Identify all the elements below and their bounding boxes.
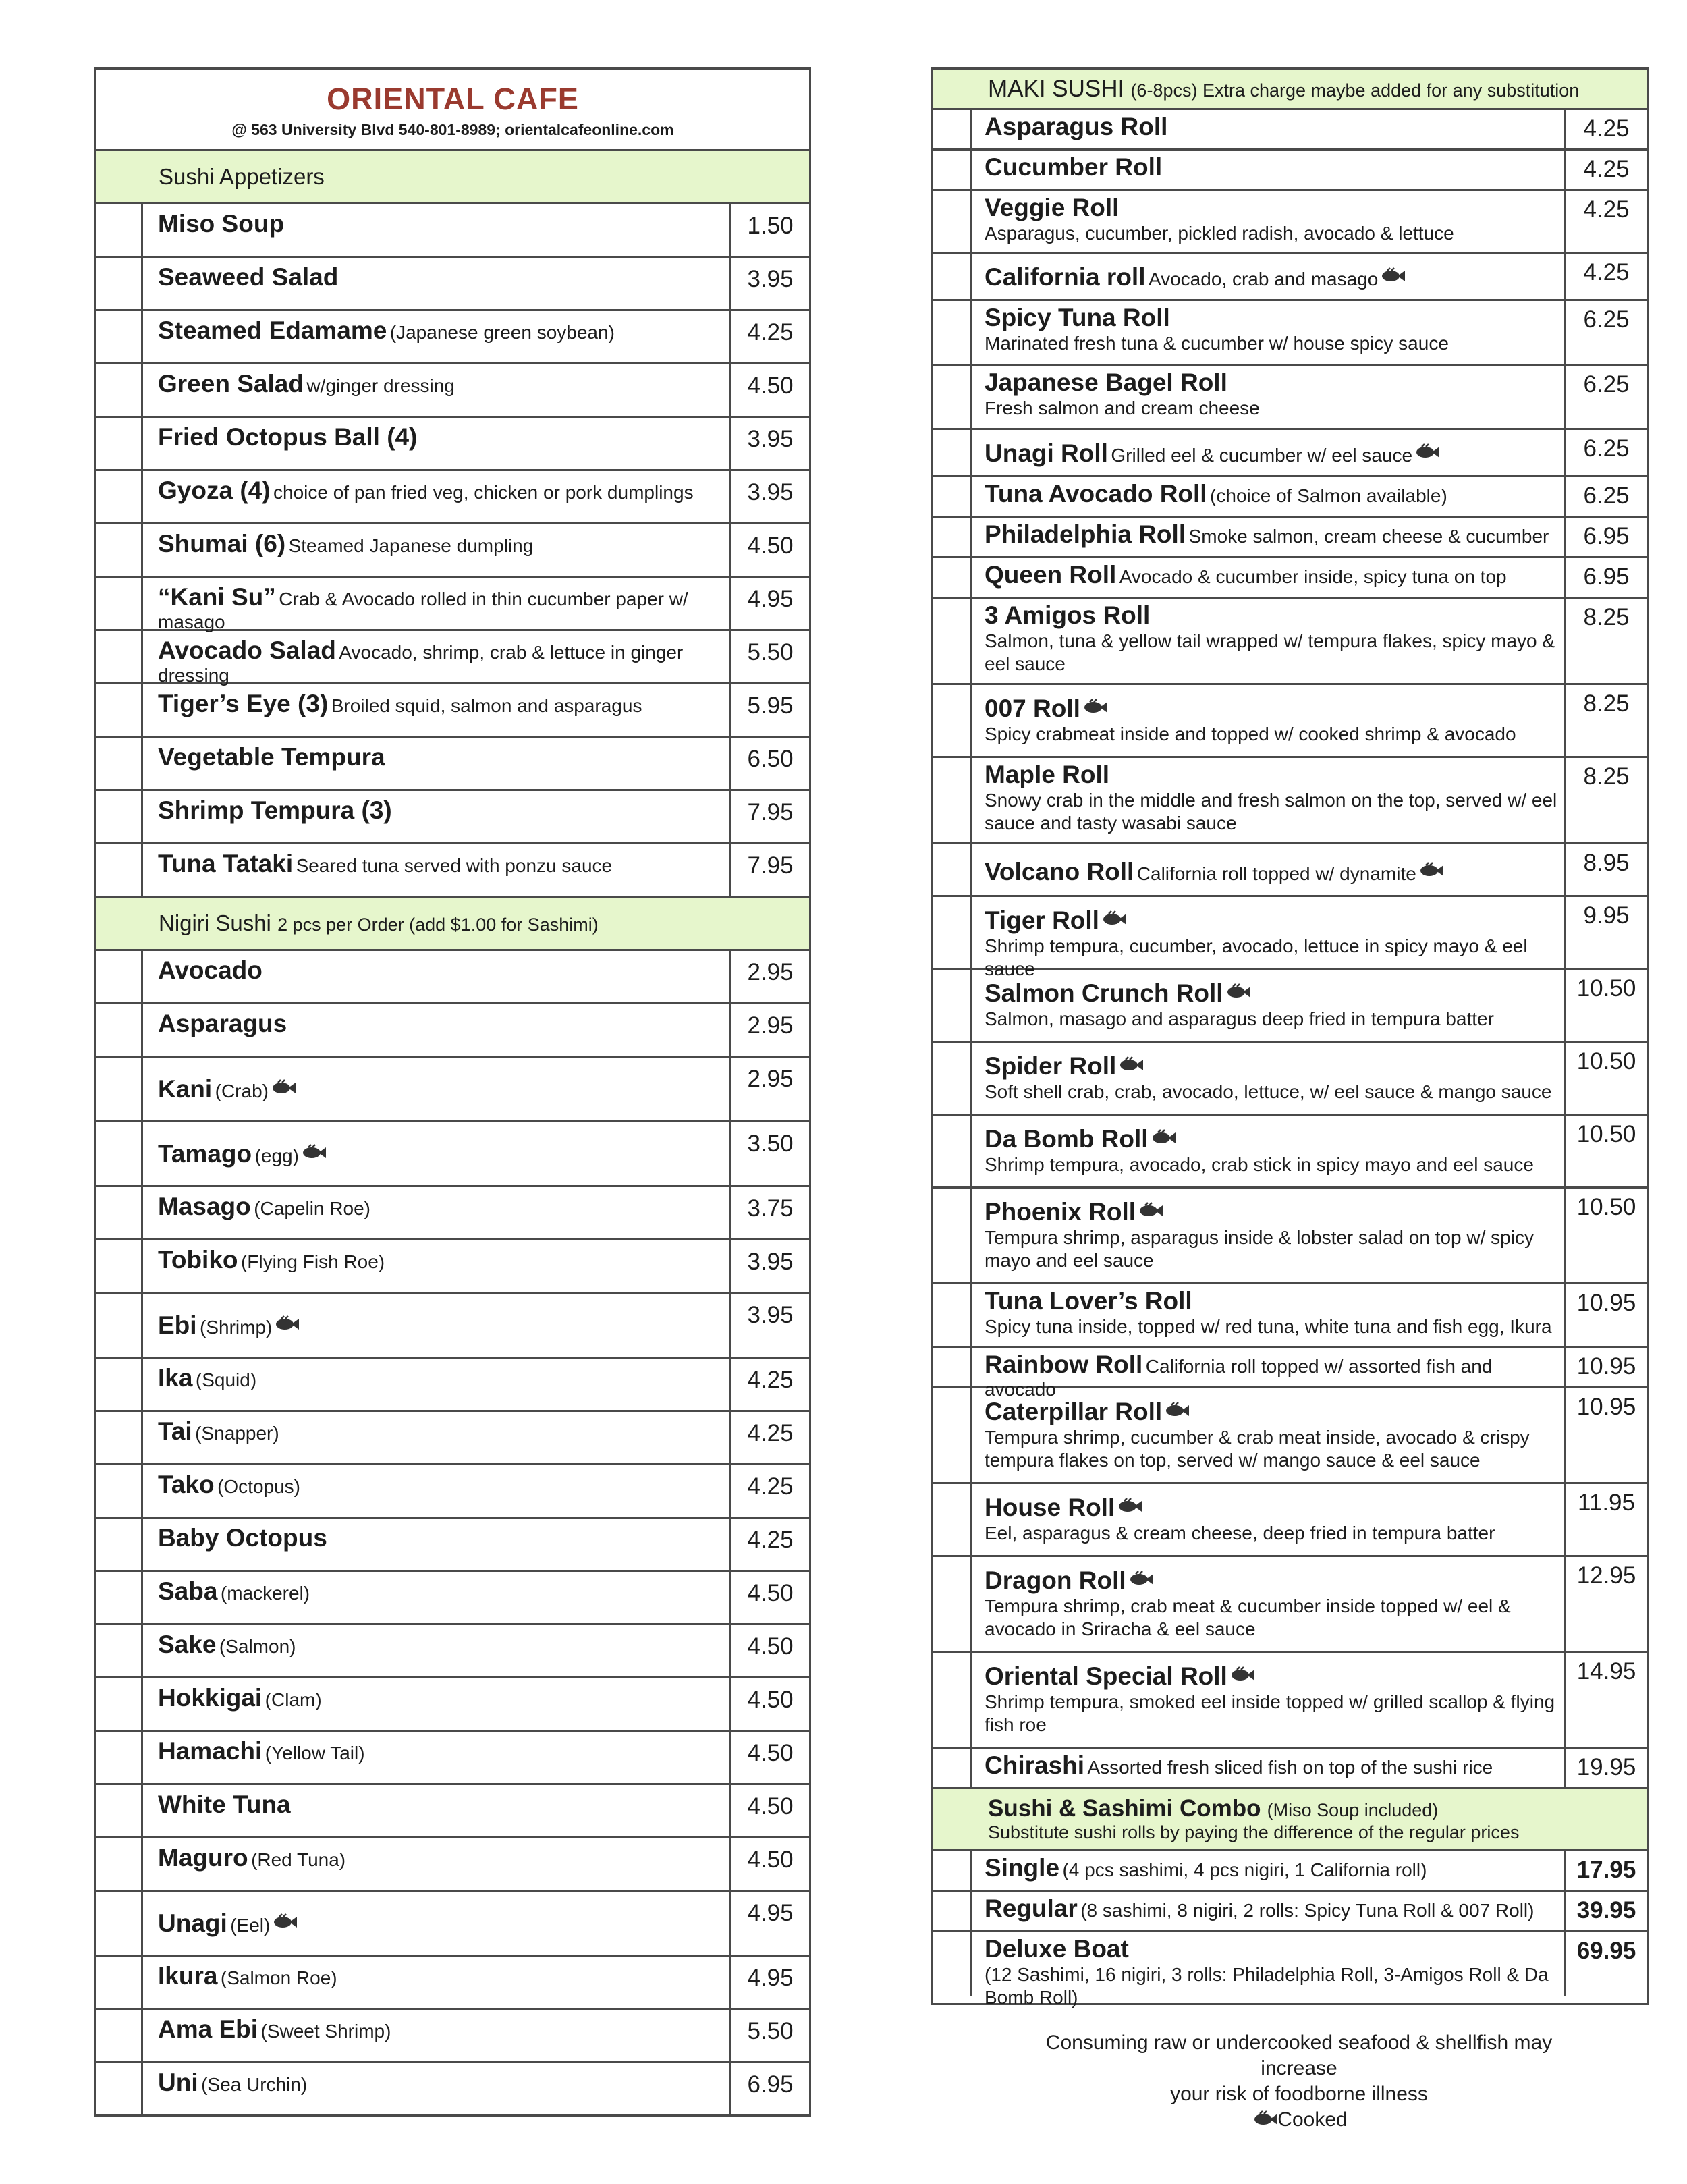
item-desc: Snowy crab in the middle and fresh salmon on the top, served w/ eel sauce and tasty wasabi sauce bbox=[985, 790, 1557, 834]
item-name: Masago bbox=[158, 1193, 251, 1220]
item-price: 6.25 bbox=[1564, 430, 1647, 475]
item-price: 3.75 bbox=[729, 1187, 809, 1238]
menu-item bbox=[96, 1122, 809, 1187]
item-name: Maple Roll bbox=[985, 761, 1110, 788]
item-name: Miso Soup bbox=[158, 210, 285, 238]
item-price: 2.95 bbox=[729, 1004, 809, 1056]
menu-item bbox=[933, 430, 1647, 477]
item-name: Hamachi bbox=[158, 1737, 262, 1765]
item-price: 11.95 bbox=[1564, 1484, 1647, 1555]
item-name: Veggie Roll bbox=[985, 194, 1119, 221]
menu-item bbox=[933, 1388, 1647, 1484]
item-name: Shrimp Tempura (3) bbox=[158, 796, 392, 824]
item-desc: Tempura shrimp, cucumber & crab meat inside, avocado & crispy tempura flakes on top, served w/ mango sauce & eel sauce bbox=[985, 1427, 1530, 1471]
item-desc: (Squid) bbox=[195, 1369, 257, 1390]
menu-item bbox=[933, 110, 1647, 151]
cooked-fish-icon bbox=[1117, 1498, 1142, 1513]
item-name: Kani bbox=[158, 1075, 213, 1103]
menu-item bbox=[96, 1572, 809, 1625]
item-name: Deluxe Boat bbox=[985, 1935, 1129, 1963]
menu-item bbox=[933, 844, 1647, 897]
menu-item bbox=[96, 738, 809, 791]
item-price: 6.25 bbox=[1564, 301, 1647, 364]
section-note: (Miso Soup included) bbox=[1267, 1800, 1439, 1820]
footnote bbox=[1026, 2030, 1572, 2133]
menu-item bbox=[96, 471, 809, 524]
cooked-fish-icon bbox=[1083, 699, 1107, 714]
item-desc: Avocado & cucumber inside, spicy tuna on top bbox=[1119, 566, 1507, 587]
item-desc: California roll topped w/ dynamite bbox=[1136, 863, 1416, 884]
item-price: 4.25 bbox=[1564, 191, 1647, 252]
menu-item bbox=[933, 758, 1647, 844]
item-desc: (Sea Urchin) bbox=[201, 2074, 308, 2095]
menu-item bbox=[933, 970, 1647, 1043]
menu-item bbox=[933, 477, 1647, 518]
cooked-fish-icon bbox=[271, 1080, 296, 1095]
item-price: 10.50 bbox=[1564, 970, 1647, 1041]
item-name: Ika bbox=[158, 1364, 193, 1392]
item-name: 007 Roll bbox=[985, 694, 1080, 722]
item-price: 7.95 bbox=[729, 844, 809, 896]
item-desc: (Shrimp) bbox=[200, 1317, 273, 1338]
item-name: Ama Ebi bbox=[158, 2015, 258, 2043]
cooked-fish-icon bbox=[275, 1316, 299, 1331]
cooked-fish-icon bbox=[1165, 1402, 1189, 1417]
menu-item bbox=[96, 311, 809, 364]
item-name: Regular bbox=[985, 1894, 1078, 1922]
item-desc: (choice of Salmon available) bbox=[1210, 485, 1447, 506]
item-desc: (Octopus) bbox=[217, 1476, 301, 1497]
item-name: Phoenix Roll bbox=[985, 1198, 1136, 1226]
section-title: Nigiri Sushi bbox=[159, 910, 271, 935]
item-desc: Shrimp tempura, cucumber, avocado, lettuce in spicy mayo & eel sauce bbox=[985, 935, 1528, 979]
menu-item bbox=[933, 518, 1647, 558]
item-name: Tiger Roll bbox=[985, 906, 1099, 934]
item-price: 4.50 bbox=[729, 1785, 809, 1836]
menu-item bbox=[96, 1838, 809, 1892]
menu-item bbox=[96, 1058, 809, 1122]
menu-item bbox=[96, 418, 809, 471]
menu-item bbox=[933, 254, 1647, 301]
item-name: Caterpillar Roll bbox=[985, 1398, 1163, 1425]
menu-item bbox=[96, 364, 809, 418]
item-price: 4.25 bbox=[729, 1519, 809, 1570]
item-price: 9.95 bbox=[1564, 897, 1647, 968]
item-name: Tuna Tataki bbox=[158, 850, 294, 877]
item-desc: (Flying Fish Roe) bbox=[240, 1251, 385, 1272]
menu-item bbox=[96, 951, 809, 1004]
footnote-line: your risk of foodborne illness bbox=[1170, 2083, 1428, 2105]
item-desc: (Capelin Roe) bbox=[254, 1198, 370, 1219]
section-title: Sushi & Sashimi Combo bbox=[988, 1795, 1261, 1822]
item-price: 14.95 bbox=[1564, 1653, 1647, 1747]
menu-item bbox=[933, 897, 1647, 979]
item-desc: Steamed Japanese dumpling bbox=[288, 535, 534, 556]
item-desc: Salmon, masago and asparagus deep fried in tempura batter bbox=[985, 1008, 1494, 1029]
item-price: 8.95 bbox=[1564, 844, 1647, 895]
item-price: 5.50 bbox=[729, 631, 809, 682]
item-name: Gyoza (4) bbox=[158, 476, 271, 504]
footnote-line: Consuming raw or undercooked seafood & shellfish may increase bbox=[1045, 2031, 1553, 2079]
item-price: 8.25 bbox=[1564, 758, 1647, 842]
cooked-fish-icon bbox=[273, 1914, 297, 1929]
item-name: Asparagus Roll bbox=[985, 113, 1168, 140]
menu-item bbox=[933, 151, 1647, 191]
item-name: Fried Octopus Ball (4) bbox=[158, 423, 418, 451]
menu-item bbox=[96, 2010, 809, 2063]
right-menu-panel bbox=[931, 67, 1649, 2008]
item-price: 4.50 bbox=[729, 1678, 809, 1730]
item-price: 4.25 bbox=[1564, 151, 1647, 189]
item-desc: (mackerel) bbox=[220, 1583, 310, 1604]
menu-item bbox=[933, 685, 1647, 758]
item-name: Saba bbox=[158, 1577, 218, 1605]
item-price: 8.25 bbox=[1564, 685, 1647, 756]
menu-item bbox=[933, 1851, 1647, 1892]
menu-item bbox=[933, 1348, 1647, 1400]
menu-item bbox=[96, 631, 809, 684]
item-desc: Smoke salmon, cream cheese & cucumber bbox=[1188, 526, 1549, 547]
item-desc: Avocado, crab and masago bbox=[1148, 269, 1379, 290]
item-price: 4.50 bbox=[729, 1625, 809, 1676]
section-subnote: Substitute sushi rolls by paying the difference of the regular prices bbox=[988, 1822, 1520, 1842]
item-price: 10.95 bbox=[1564, 1388, 1647, 1482]
item-desc: Marinated fresh tuna & cucumber w/ house spicy sauce bbox=[985, 333, 1449, 354]
item-desc: (Salmon) bbox=[219, 1636, 296, 1657]
section-note: (6-8pcs) Extra charge maybe added for any substitution bbox=[1130, 80, 1580, 101]
item-desc: (Eel) bbox=[230, 1915, 271, 1936]
menu-item bbox=[933, 1284, 1647, 1348]
item-price: 4.95 bbox=[729, 1957, 809, 2008]
item-name: Shumai (6) bbox=[158, 530, 286, 557]
item-desc: Tempura shrimp, crab meat & cucumber inside topped w/ eel & avocado in Sriracha & eel sauce bbox=[985, 1595, 1511, 1639]
item-desc: (4 pcs sashimi, 4 pcs nigiri, 1 California roll) bbox=[1062, 1859, 1427, 1880]
item-name: Spicy Tuna Roll bbox=[985, 304, 1170, 331]
cooked-fish-icon bbox=[1230, 1667, 1254, 1682]
item-desc: Seared tuna served with ponzu sauce bbox=[296, 855, 613, 876]
menu-item bbox=[96, 1294, 809, 1359]
menu-item bbox=[96, 844, 809, 898]
menu-item bbox=[933, 1932, 1647, 2008]
item-desc: Tempura shrimp, asparagus inside & lobster salad on top w/ spicy mayo and eel sauce bbox=[985, 1227, 1534, 1271]
item-price: 4.25 bbox=[1564, 254, 1647, 299]
item-name: Chirashi bbox=[985, 1751, 1085, 1779]
menu-item bbox=[96, 1957, 809, 2010]
item-price: 8.25 bbox=[1564, 599, 1647, 683]
item-price: 6.95 bbox=[1564, 518, 1647, 556]
item-price: 12.95 bbox=[1564, 1557, 1647, 1651]
item-price: 4.50 bbox=[729, 1838, 809, 1890]
cooked-fish-icon bbox=[1151, 1130, 1176, 1145]
item-price: 4.50 bbox=[729, 524, 809, 576]
item-name: White Tuna bbox=[158, 1791, 291, 1818]
menu-item bbox=[933, 301, 1647, 366]
item-desc: (12 Sashimi, 16 nigiri, 3 rolls: Philadelphia Roll, 3-Amigos Roll & Da Bomb Roll) bbox=[985, 1964, 1549, 2008]
item-price: 7.95 bbox=[729, 791, 809, 842]
left-menu-panel bbox=[94, 67, 811, 2117]
menu-item bbox=[96, 1892, 809, 1957]
menu-item bbox=[933, 1189, 1647, 1284]
item-desc: Soft shell crab, crab, avocado, lettuce, w/ eel sauce & mango sauce bbox=[985, 1081, 1552, 1102]
item-price: 1.50 bbox=[729, 204, 809, 256]
item-price: 3.95 bbox=[729, 258, 809, 309]
cooked-fish-icon bbox=[1102, 911, 1126, 926]
item-desc: Salmon, tuna & yellow tail wrapped w/ tempura flakes, spicy mayo & eel sauce bbox=[985, 630, 1555, 674]
menu-item bbox=[96, 1412, 809, 1465]
item-name: Queen Roll bbox=[985, 561, 1117, 589]
section-title: Sushi Appetizers bbox=[159, 164, 325, 189]
section-note: 2 pcs per Order (add $1.00 for Sashimi) bbox=[277, 914, 599, 935]
item-desc: Shrimp tempura, smoked eel inside topped w/ grilled scallop & flying fish roe bbox=[985, 1691, 1555, 1735]
item-price: 2.95 bbox=[729, 1058, 809, 1120]
item-desc: (Japanese green soybean) bbox=[389, 322, 615, 343]
item-desc: (Crab) bbox=[215, 1081, 269, 1101]
item-name: Philadelphia Roll bbox=[985, 520, 1186, 548]
item-price: 39.95 bbox=[1564, 1892, 1647, 1930]
item-price: 69.95 bbox=[1564, 1932, 1647, 1996]
cooked-fish-icon bbox=[1119, 1057, 1143, 1072]
item-name: Tiger’s Eye (3) bbox=[158, 690, 329, 717]
item-price: 4.95 bbox=[729, 578, 809, 629]
item-name: Asparagus bbox=[158, 1010, 287, 1037]
menu-subtitle: @ 563 University Blvd 540-801-8989; orientalcafeonline.com bbox=[231, 121, 674, 138]
item-name: Tobiko bbox=[158, 1246, 238, 1274]
item-name: Oriental Special Roll bbox=[985, 1662, 1227, 1690]
item-name: Dragon Roll bbox=[985, 1566, 1126, 1594]
item-name: Salmon Crunch Roll bbox=[985, 979, 1223, 1007]
menu-item bbox=[933, 1043, 1647, 1116]
menu-item bbox=[96, 578, 809, 631]
cooked-fish-icon bbox=[1129, 1571, 1153, 1586]
item-name: Avocado Salad bbox=[158, 636, 336, 664]
item-name: Spider Roll bbox=[985, 1052, 1117, 1080]
item-name: Cucumber Roll bbox=[985, 153, 1163, 181]
item-name: Seaweed Salad bbox=[158, 263, 339, 291]
item-desc: (Sweet Shrimp) bbox=[260, 2021, 391, 2042]
menu-item bbox=[96, 1678, 809, 1732]
item-name: Tamago bbox=[158, 1140, 252, 1168]
item-price: 4.25 bbox=[729, 1465, 809, 1517]
cooked-fish-icon bbox=[1415, 444, 1439, 459]
item-desc: choice of pan fried veg, chicken or pork dumplings bbox=[273, 482, 694, 503]
item-desc: Avocado, shrimp, crab & lettuce in ginger dressing bbox=[158, 642, 684, 686]
menu-item bbox=[96, 1519, 809, 1572]
item-name: Tai bbox=[158, 1417, 192, 1445]
item-desc: Fresh salmon and cream cheese bbox=[985, 398, 1260, 418]
menu-item bbox=[96, 791, 809, 844]
item-desc: w/ginger dressing bbox=[306, 375, 455, 396]
section-header-nigiri bbox=[96, 898, 809, 951]
item-desc: Crab & Avocado rolled in thin cucumber paper w/ masago bbox=[158, 589, 688, 632]
item-desc: Spicy tuna inside, topped w/ red tuna, white tuna and fish egg, Ikura bbox=[985, 1316, 1552, 1337]
menu-item bbox=[933, 1116, 1647, 1189]
item-desc: (egg) bbox=[254, 1145, 299, 1166]
item-price: 5.95 bbox=[729, 684, 809, 736]
item-name: Tuna Avocado Roll bbox=[985, 480, 1207, 508]
menu-item bbox=[96, 1732, 809, 1785]
item-price: 5.50 bbox=[729, 2010, 809, 2061]
menu-item bbox=[96, 204, 809, 258]
cooked-fish-icon bbox=[1253, 2111, 1277, 2126]
item-price: 3.95 bbox=[729, 418, 809, 469]
menu-item bbox=[96, 684, 809, 738]
item-desc: (Red Tuna) bbox=[251, 1849, 346, 1870]
item-price: 4.50 bbox=[729, 1732, 809, 1783]
item-name: House Roll bbox=[985, 1494, 1115, 1521]
menu-item bbox=[96, 1004, 809, 1058]
section-header-appetizers bbox=[96, 151, 809, 204]
menu-item bbox=[933, 191, 1647, 254]
menu-item bbox=[96, 1187, 809, 1240]
menu-item bbox=[933, 558, 1647, 599]
cooked-fish-icon bbox=[1419, 863, 1443, 877]
item-desc: (Salmon Roe) bbox=[220, 1967, 337, 1988]
cooked-legend-label: Cooked bbox=[1277, 2108, 1348, 2131]
item-price: 10.50 bbox=[1564, 1116, 1647, 1186]
menu-item bbox=[96, 1359, 809, 1412]
section-header-combo bbox=[933, 1789, 1647, 1851]
item-name: Single bbox=[985, 1854, 1060, 1882]
menu-item bbox=[96, 2063, 809, 2117]
item-price: 6.25 bbox=[1564, 366, 1647, 428]
item-desc: Broiled squid, salmon and asparagus bbox=[331, 695, 642, 716]
item-name: Rainbow Roll bbox=[985, 1350, 1143, 1378]
menu-item bbox=[933, 1749, 1647, 1789]
item-price: 10.95 bbox=[1564, 1284, 1647, 1346]
item-desc: (Clam) bbox=[265, 1689, 322, 1710]
item-name: Green Salad bbox=[158, 370, 304, 398]
item-name: Unagi Roll bbox=[985, 439, 1108, 467]
item-price: 10.50 bbox=[1564, 1189, 1647, 1282]
item-desc: Grilled eel & cucumber w/ eel sauce bbox=[1111, 445, 1413, 466]
item-price: 10.50 bbox=[1564, 1043, 1647, 1114]
item-desc: Assorted fresh sliced fish on top of the sushi rice bbox=[1087, 1757, 1493, 1778]
item-price: 3.95 bbox=[729, 1240, 809, 1292]
section-header-maki bbox=[933, 70, 1647, 110]
item-price: 6.95 bbox=[1564, 558, 1647, 597]
menu-item bbox=[933, 1557, 1647, 1653]
item-price: 3.95 bbox=[729, 471, 809, 522]
item-desc: Eel, asparagus & cream cheese, deep fried in tempura batter bbox=[985, 1523, 1495, 1544]
cooked-fish-icon bbox=[1226, 984, 1250, 999]
item-name: Ikura bbox=[158, 1962, 218, 1990]
menu-item bbox=[933, 1653, 1647, 1749]
item-price: 4.95 bbox=[729, 1892, 809, 1955]
item-price: 3.50 bbox=[729, 1122, 809, 1185]
item-name: Volcano Roll bbox=[985, 858, 1134, 885]
menu-item bbox=[933, 366, 1647, 430]
menu-title: ORIENTAL CAFE bbox=[327, 82, 579, 116]
item-name: Tako bbox=[158, 1471, 215, 1498]
item-name: Avocado bbox=[158, 956, 262, 984]
item-desc: Asparagus, cucumber, pickled radish, avocado & lettuce bbox=[985, 223, 1454, 244]
item-name: 3 Amigos Roll bbox=[985, 601, 1151, 629]
item-price: 6.50 bbox=[729, 738, 809, 789]
item-desc: Spicy crabmeat inside and topped w/ cooked shrimp & avocado bbox=[985, 724, 1516, 744]
item-desc: California roll topped w/ assorted fish and avocado bbox=[985, 1356, 1493, 1400]
cooked-fish-icon bbox=[1138, 1203, 1163, 1218]
item-price: 17.95 bbox=[1564, 1851, 1647, 1890]
item-name: Hokkigai bbox=[158, 1684, 262, 1712]
item-price: 4.25 bbox=[729, 311, 809, 362]
item-name: Tuna Lover’s Roll bbox=[985, 1287, 1192, 1315]
item-desc: (8 sashimi, 8 nigiri, 2 rolls: Spicy Tuna Roll & 007 Roll) bbox=[1080, 1900, 1534, 1921]
menu-item bbox=[96, 1240, 809, 1294]
item-price: 6.25 bbox=[1564, 477, 1647, 516]
item-name: Uni bbox=[158, 2069, 198, 2096]
item-name: California roll bbox=[985, 263, 1146, 291]
cooked-fish-icon bbox=[302, 1145, 326, 1159]
item-price: 3.95 bbox=[729, 1294, 809, 1357]
item-price: 6.95 bbox=[729, 2063, 809, 2117]
menu-item bbox=[933, 1484, 1647, 1557]
item-name: Sake bbox=[158, 1631, 217, 1658]
item-name: “Kani Su” bbox=[158, 583, 276, 611]
item-price: 4.25 bbox=[729, 1412, 809, 1463]
menu-item bbox=[96, 524, 809, 578]
item-name: Baby Octopus bbox=[158, 1524, 327, 1552]
item-name: Da Bomb Roll bbox=[985, 1125, 1149, 1153]
cooked-fish-icon bbox=[1381, 268, 1405, 283]
menu-item bbox=[96, 1785, 809, 1838]
item-desc: (Yellow Tail) bbox=[265, 1743, 365, 1764]
item-name: Ebi bbox=[158, 1311, 197, 1339]
item-name: Unagi bbox=[158, 1909, 227, 1937]
menu-item bbox=[933, 599, 1647, 685]
item-price: 2.95 bbox=[729, 951, 809, 1002]
menu-item bbox=[933, 1892, 1647, 1932]
item-desc: Shrimp tempura, avocado, crab stick in spicy mayo and eel sauce bbox=[985, 1154, 1534, 1175]
item-desc: (Snapper) bbox=[195, 1423, 279, 1444]
title-block bbox=[96, 70, 809, 151]
item-price: 10.95 bbox=[1564, 1348, 1647, 1386]
item-name: Maguro bbox=[158, 1844, 248, 1872]
section-title: MAKI SUSHI bbox=[988, 75, 1125, 102]
cooked-legend bbox=[1026, 2107, 1572, 2133]
menu-item bbox=[96, 1625, 809, 1678]
item-name: Vegetable Tempura bbox=[158, 743, 385, 771]
item-price: 19.95 bbox=[1564, 1749, 1647, 1787]
item-price: 4.25 bbox=[1564, 110, 1647, 148]
item-name: Japanese Bagel Roll bbox=[985, 368, 1227, 396]
item-price: 4.25 bbox=[729, 1359, 809, 1410]
item-price: 4.50 bbox=[729, 364, 809, 416]
menu-item bbox=[96, 258, 809, 311]
item-name: Steamed Edamame bbox=[158, 317, 387, 344]
item-price: 4.50 bbox=[729, 1572, 809, 1623]
menu-item bbox=[96, 1465, 809, 1519]
